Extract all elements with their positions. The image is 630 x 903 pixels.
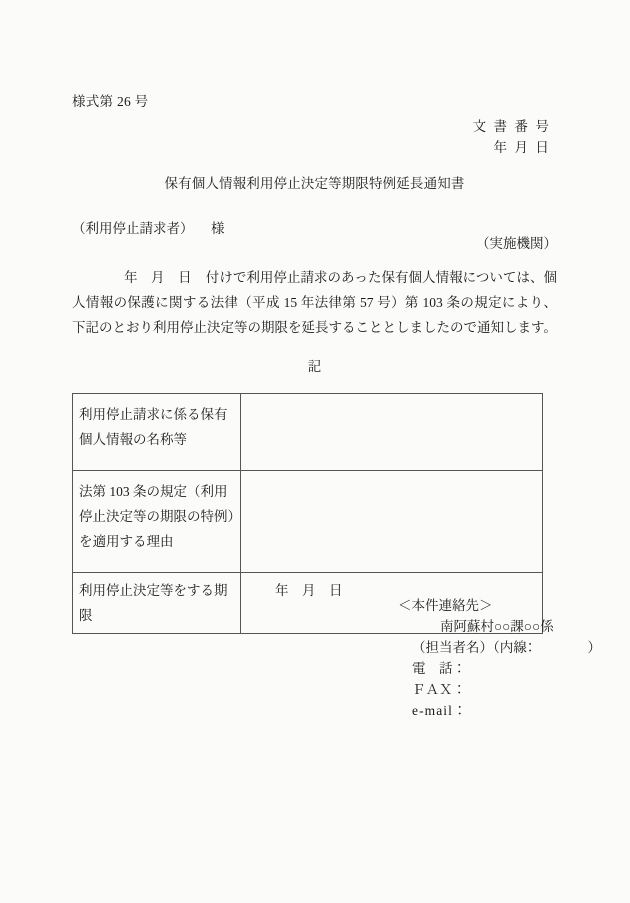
document-meta (72, 116, 557, 158)
row-label-subject-name: 利用停止請求に係る保有個人情報の名称等 (73, 394, 241, 471)
contact-block (392, 595, 601, 721)
addressee-label: （利用停止請求者） (72, 221, 194, 236)
document-date-label: 年月日 (493, 140, 557, 155)
body-text-rest: 付けで利用停止請求のあった保有個人情報については、個人情報の保護に関する法律（平成 15 年法律第 57 号）第 103 条の規定により、下記のとおり利用停止決定等の期限を延長することとしましたので通知します。 (72, 270, 557, 335)
contact-email: e-mail： (412, 703, 468, 718)
row-value-reason[interactable] (241, 471, 543, 573)
page-title: 保有個人情報利用停止決定等期限特例延長通知書 (164, 176, 465, 191)
row-value-subject-name[interactable] (241, 394, 543, 471)
form-number: 様式第 26 号 (72, 94, 149, 109)
document-number-label: 文書番号 (472, 119, 557, 134)
contact-fax: ＦＡＸ： (412, 682, 466, 697)
row-label-deadline: 利用停止決定等をする期限 (73, 573, 241, 634)
addressee-honorific: 様 (211, 221, 225, 236)
table-row (73, 471, 543, 573)
contact-heading: ＜本件連絡先＞ (398, 598, 493, 613)
deadline-date-blank: 年 月 日 (275, 583, 343, 598)
contact-organization: 南阿蘇村○○課○○係 (440, 619, 554, 634)
table-row (73, 394, 543, 471)
contact-telephone: 電 話： (412, 661, 466, 676)
body-paragraph (72, 265, 557, 340)
contact-person-extension: （担当者名）（内線： ） (412, 640, 601, 655)
note-marker: 記 (307, 359, 322, 374)
body-date-blank: 年 月 日 (123, 270, 192, 285)
issuer-label: （実施機関） (476, 236, 557, 251)
row-label-reason: 法第 103 条の規定（利用停止決定等の期限の特例）を適用する理由 (73, 471, 241, 573)
